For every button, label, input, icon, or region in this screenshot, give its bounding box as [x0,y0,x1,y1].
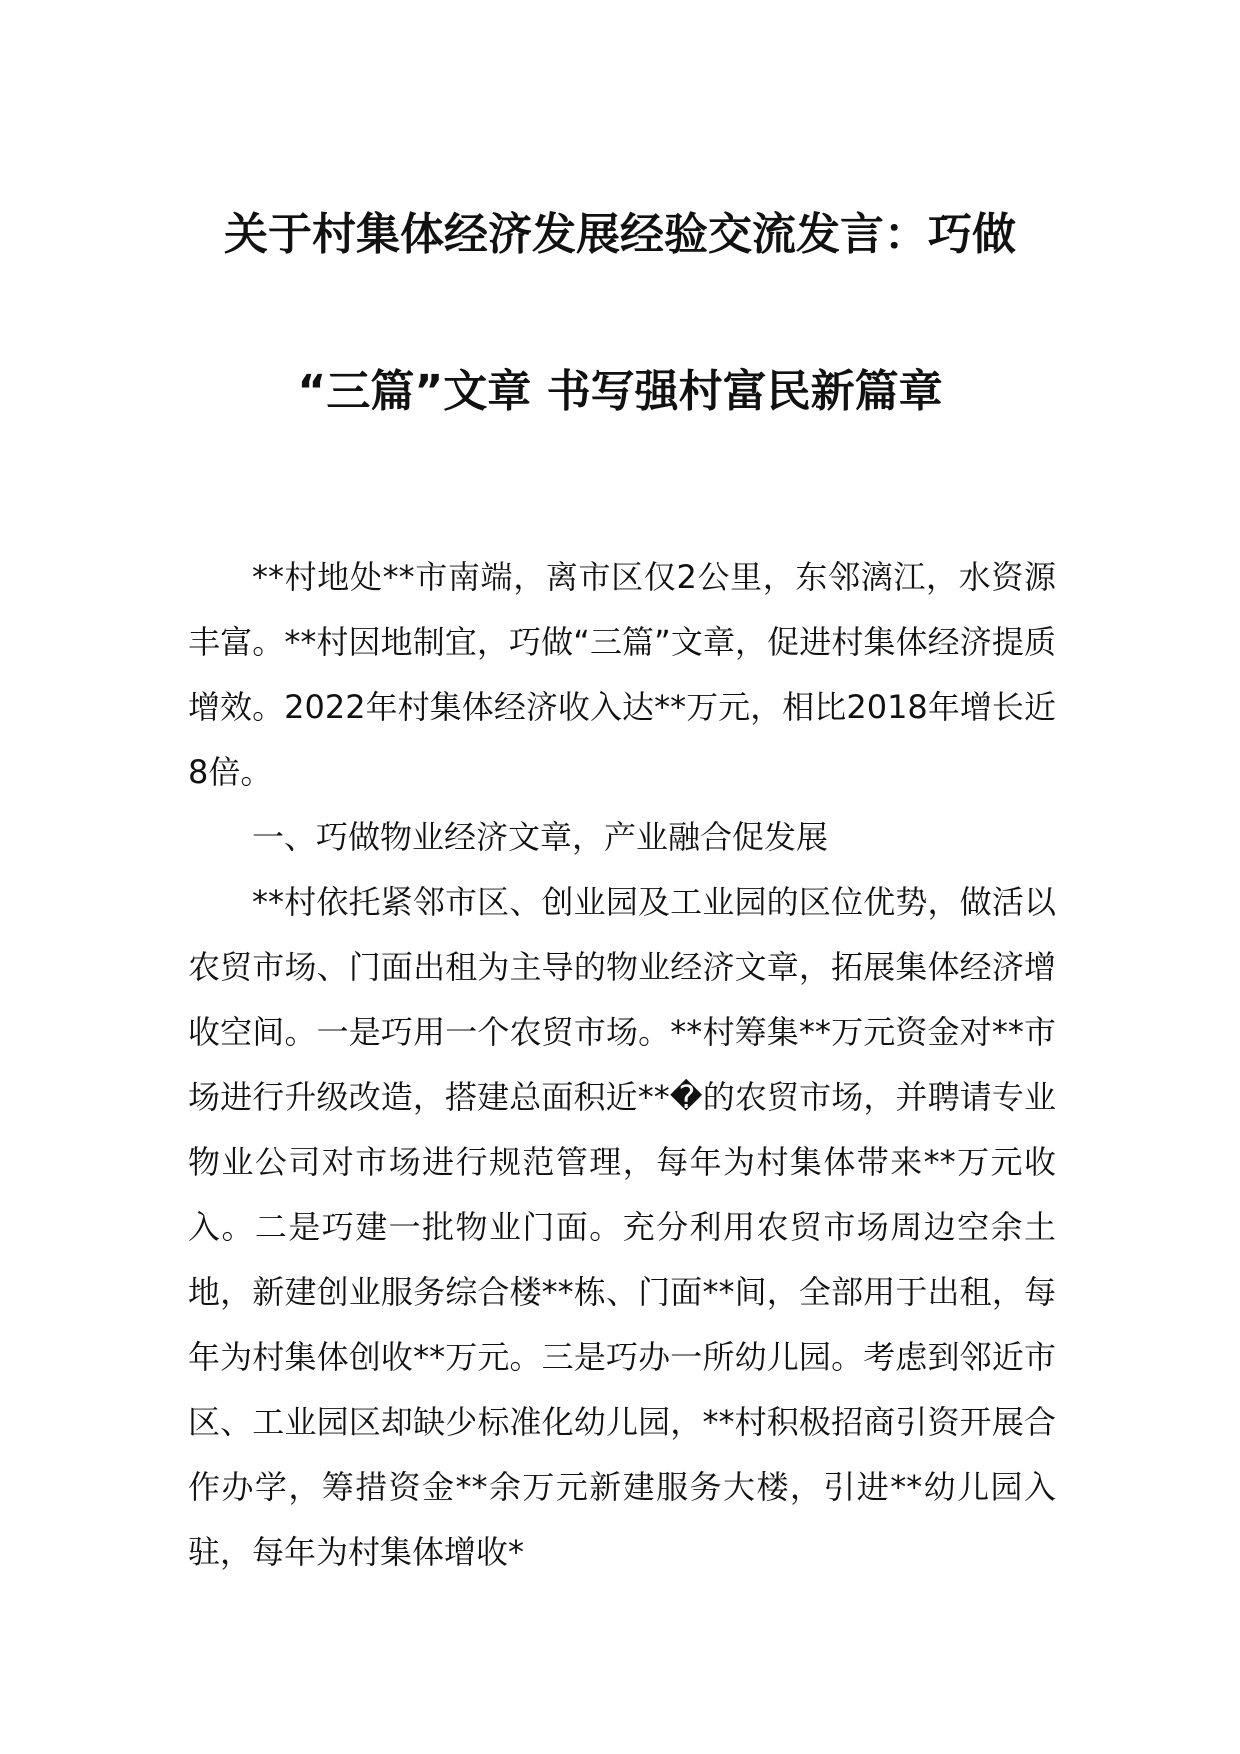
document-body [188,545,1056,1585]
document-title-line-1: 关于村集体经济发展经验交流发言：巧做 [224,209,1016,260]
section-heading-1: 一、巧做物业经济文章，产业融合促发展 [252,818,829,856]
paragraph-intro: **村地处**市南端，离市区仅2公里，东邻漓江，水资源丰富。**村因地制宜，巧做“三篇”文章，促进村集体经济提质增效。2022年村集体经济收入达**万元，相比2018年增长近8倍。 [188,558,1056,791]
paragraph-section-1: **村依托紧邻市区、创业园及工业园的区位优势，做活以农贸市场、门面出租为主导的物业经济文章，拓展集体经济增收空间。一是巧用一个农贸市场。**村筹集**万元资金对**市场进行升级改造，搭建总面积近**�的农贸市场，并聘请专业物业公司对市场进行规范管理，每年为村集体带来**万元收入。二是巧建一批物业门面。充分利用农贸市场周边空余土地，新建创业服务综合楼**栋、门面**间，全部用于出租，每年为村集体创收**万元。三是巧办一所幼儿园。考虑到邻近市区、工业园区却缺少标准化幼儿园，**村积极招商引资开展合作办学，筹措资金**余万元新建服务大楼，引进**幼儿园入驻，每年为村集体增收* [188,883,1056,1571]
document-title-line-2: “三篇”文章 书写强村富民新篇章 [297,366,943,417]
